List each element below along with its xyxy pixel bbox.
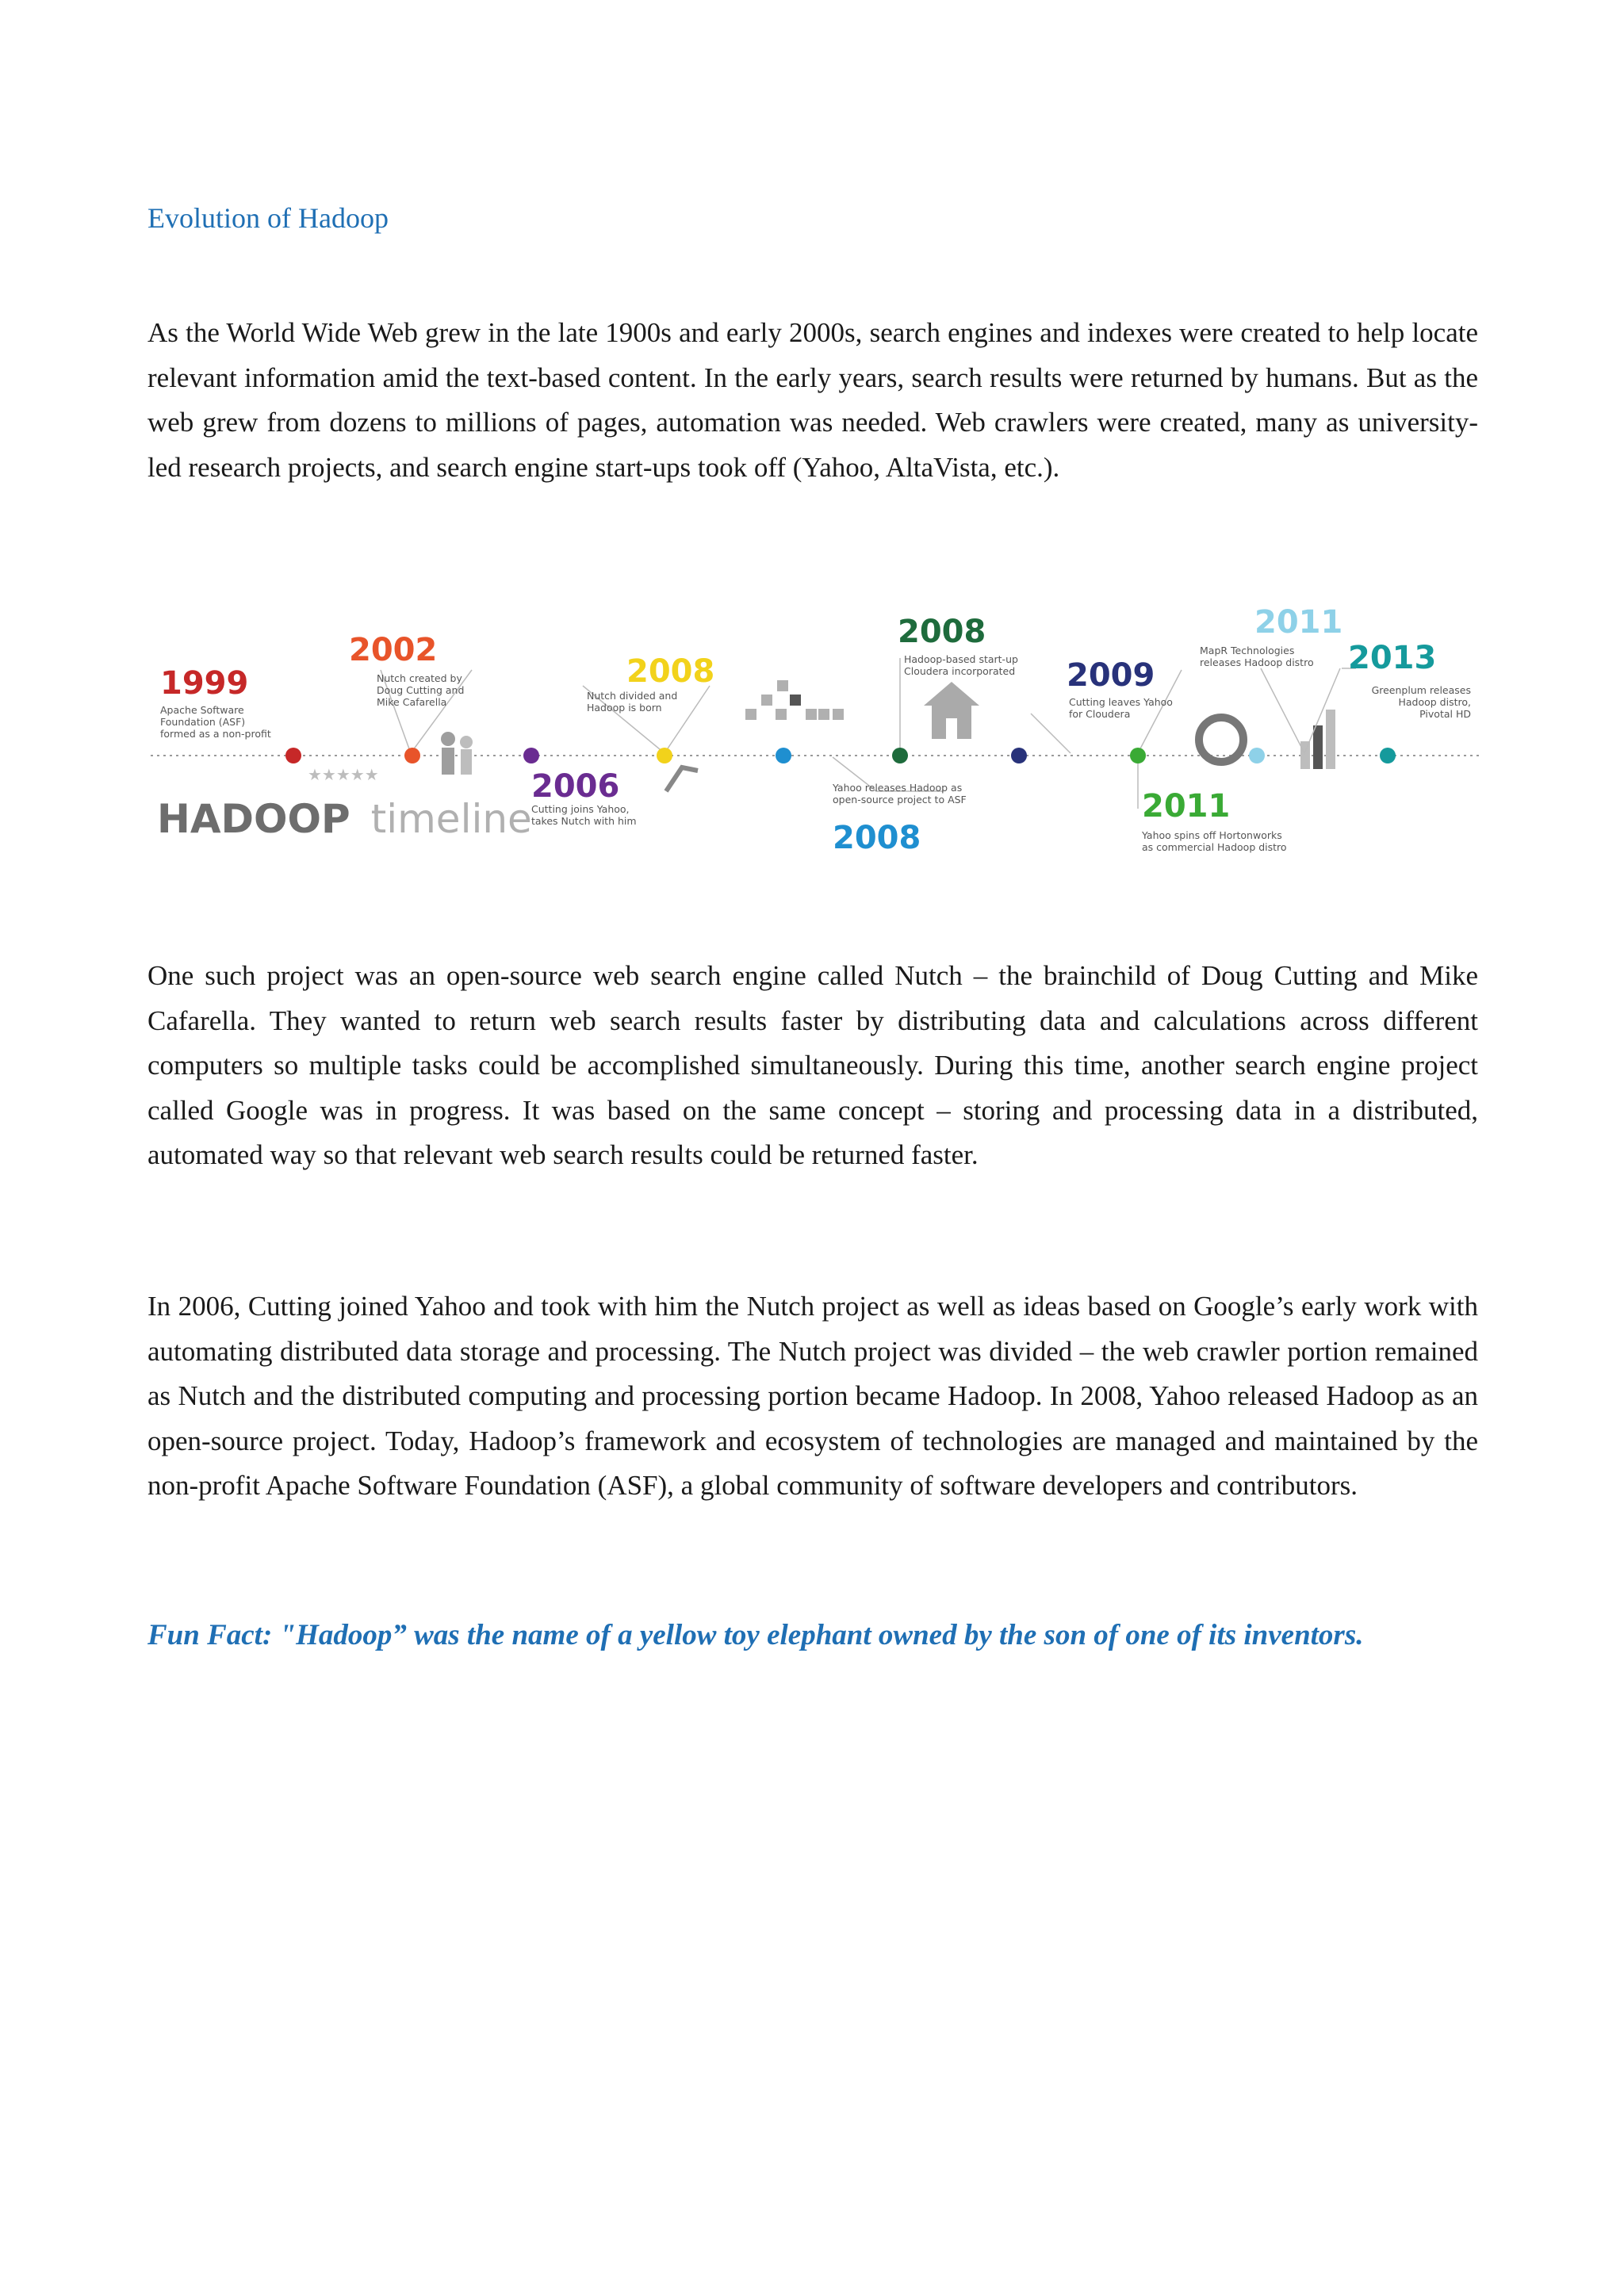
timeline-year: 2011 (1254, 604, 1343, 641)
timeline-dot (1249, 748, 1265, 763)
timeline-event-2008-4 (776, 748, 967, 856)
timeline-caption: Hadoop-based start-up Cloudera incorporated (904, 653, 1018, 677)
timeline-caption: Nutch divided and Hadoop is born (587, 690, 678, 714)
timeline-caption: Greenplum releases Hadoop distro, Pivotal HD (1371, 684, 1471, 720)
people-icon (441, 732, 473, 775)
timeline-caption: Cutting leaves Yahoo for Cloudera (1069, 696, 1173, 720)
timeline-caption: Cutting joins Yahoo, takes Nutch with him (531, 803, 637, 827)
timeline-dot (892, 748, 908, 763)
timeline-event-1999-0 (160, 665, 301, 763)
paragraph-1: As the World Wide Web grew in the late 1900s and early 2000s, search engines and indexes were created to help locate relevant information amid the text-based content. In the early years, search results were returned by humans. But as the web grew from dozens to millions of pages, automation was needed. Web crawlers were created, many as university-led research projects, and search engine start-ups took off (Yahoo, AltaVista, etc.). (147, 317, 1478, 483)
timeline-year: 2008 (898, 614, 986, 650)
timeline-caption: Yahoo releases Hadoop as open-source project to ASF (833, 782, 967, 806)
brand-hadoop: HADOOP (157, 796, 350, 842)
timeline-year: 1999 (160, 665, 249, 702)
fun-fact: Fun Fact: "Hadoop” was the name of a yellow toy elephant owned by the son of one of its inventors. (147, 1619, 1364, 1651)
blocks-icon (745, 680, 844, 720)
timeline-event-2006-2 (523, 748, 637, 827)
house-icon (924, 682, 979, 739)
timeline-year: 2008 (626, 653, 715, 690)
bars-icon (1300, 710, 1335, 769)
arrow-icon (666, 767, 698, 791)
timeline-caption: Apache Software Foundation (ASF) formed as a non-profit (160, 704, 271, 740)
timeline-event-2009-6 (1011, 657, 1173, 763)
timeline-dot (285, 748, 301, 763)
timeline-dot (776, 748, 791, 763)
timeline-dot (523, 748, 539, 763)
timeline-dot (404, 748, 420, 763)
section-heading: Evolution of Hadoop (147, 202, 389, 234)
timeline-year: 2009 (1067, 657, 1155, 694)
timeline-year: 2008 (833, 820, 921, 856)
timeline-caption: MapR Technologies releases Hadoop distro (1200, 645, 1314, 668)
timeline-dot (1011, 748, 1027, 763)
timeline-dot (1130, 748, 1146, 763)
timeline-event-2008-3 (587, 653, 714, 763)
timeline-event-2013-9 (1348, 640, 1471, 763)
svg-text:★★★★★: ★★★★★ (308, 765, 379, 784)
timeline-year: 2006 (531, 768, 620, 805)
timeline-caption: Yahoo spins off Hortonworks as commercial Hadoop distro (1142, 829, 1287, 853)
timeline-caption: Nutch created by Doug Cutting and Mike Cafarella (377, 672, 465, 708)
timeline-event-2011-7 (1130, 748, 1287, 853)
timeline-dot (1380, 748, 1396, 763)
dial-icon (1199, 718, 1243, 762)
timeline-year: 2002 (349, 632, 438, 668)
hadoop-timeline-figure (151, 595, 1483, 872)
timeline-dot (657, 748, 672, 763)
paragraph-3: In 2006, Cutting joined Yahoo and took with him the Nutch project as well as ideas based on Google’s early work with automating distributed data storage and processing. The Nutch project was divided – the web crawler portion remained as Nutch and the distributed computing and processing portion became Hadoop. In 2008, Yahoo released Hadoop as an open-source project. Today, Hadoop’s framework and ecosystem of technologies are managed and maintained by the non-profit Apache Software Foundation (ASF), a global community of software developers and contributors. (147, 1291, 1478, 1501)
stars-icon (308, 765, 379, 784)
timeline-year: 2011 (1142, 788, 1231, 825)
timeline-year: 2013 (1348, 640, 1437, 676)
timeline-brand (157, 796, 532, 842)
paragraph-2: One such project was an open-source web search engine called Nutch – the brainchild of Doug Cutting and Mike Cafarella. They wanted to return web search results faster by distributing data and calculations across different computers so multiple tasks could be accomplished simultaneously. During this time, another search engine project called Google was in progress. It was based on the same concept – storing and processing data in a distributed, automated way so that relevant web search results could be returned faster. (147, 960, 1478, 1170)
brand-timeline: timeline (370, 796, 532, 842)
